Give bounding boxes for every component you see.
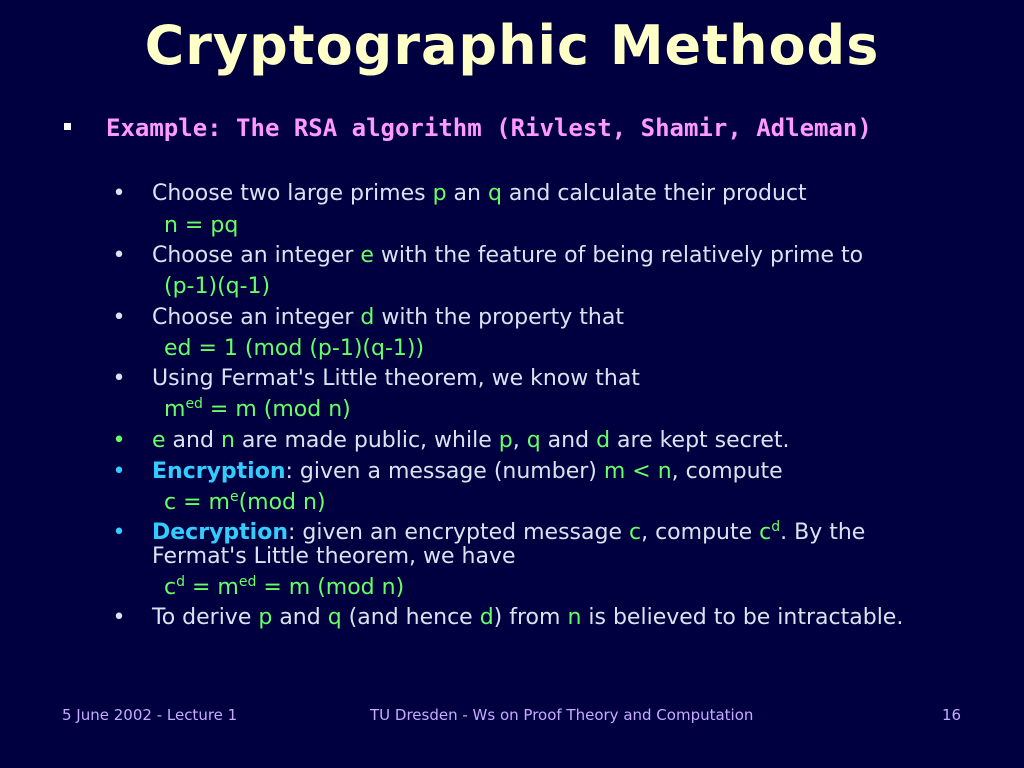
keyword-text: Encryption [152,459,286,484]
text-run: ) from [493,605,568,630]
footer-date: 5 June 2002 - Lecture 1 [62,706,238,724]
heading-text: Example: The RSA algorithm (Rivlest, Shamir, Adleman) [106,114,872,142]
bullet-dot-icon: • [112,366,126,391]
bullet-text [152,459,783,484]
bullet-dot-icon: • [112,428,126,453]
math-variable: n [567,605,582,630]
text-run: Choose two large primes [152,181,433,206]
text-run: (p-1)(q-1) [164,274,271,299]
footer-title: TU Dresden - Ws on Proof Theory and Computation [370,706,754,724]
math-variable: q [526,428,541,453]
formula-line [164,275,270,299]
math-variable: e [360,243,374,268]
formula-line [164,491,326,515]
text-run: and calculate their product [501,181,807,206]
bullet-text [152,520,865,545]
text-run: (and hence [341,605,480,630]
math-variable: d [771,519,781,535]
text-run: , [512,428,527,453]
bullet-dot-icon: • [112,605,126,630]
text-run: ed [238,574,257,590]
bullet-dot-icon: • [112,459,126,484]
keyword-text: Decryption [152,520,288,545]
math-variable: d [479,605,494,630]
text-run: = m [185,575,239,600]
text-run: (mod n) [238,490,326,515]
math-variable: p [432,181,447,206]
bullet-dot-icon: • [112,520,126,545]
bullet-text [152,544,516,569]
text-run: is believed to be intractable. [581,605,904,630]
text-run: e [229,489,239,505]
bullet-text [152,243,863,268]
math-variable: n [220,428,235,453]
text-run: an [446,181,488,206]
text-run: are made public, while [234,428,499,453]
math-variable: c [759,520,772,545]
text-run: m [164,397,186,422]
text-run: ed = 1 (mod (p-1)(q-1)) [164,336,425,361]
text-run: and [272,605,328,630]
bullet-item-8 [112,605,972,630]
bullet-item-3 [112,305,972,330]
text-run: , compute [671,459,783,484]
bullet-item-5 [112,428,972,453]
text-run: c = m [164,490,230,515]
square-bullet-icon [64,123,71,130]
formula-line [164,398,351,422]
text-run: To derive [152,605,259,630]
bullet-dot-icon: • [112,181,126,206]
bullet-text [152,605,903,630]
bullet-dot-icon: • [112,305,126,330]
math-variable: m < n [603,459,672,484]
math-variable: p [258,605,273,630]
text-run: = m (mod n) [256,575,405,600]
text-run: with the property that [374,305,624,330]
bullet-text [152,305,624,330]
bullet-text [152,428,789,453]
bullet-item-6 [112,459,972,484]
bullet-item-2 [112,243,972,268]
text-run: Fermat's Little theorem, we have [152,544,516,569]
text-run: Using Fermat's Little theorem, we know that [152,366,640,391]
bullet-text [152,366,640,391]
text-run: n = pq [164,213,239,238]
footer-page-number: 16 [942,706,962,724]
bullet-item-1 [112,181,972,206]
text-run: . By the [780,520,866,545]
text-run: are kept secret. [610,428,790,453]
formula-line [164,576,404,600]
text-run: with the feature of being relatively prime to [373,243,864,268]
text-run: Choose an integer [152,243,361,268]
text-run: Choose an integer [152,305,361,330]
math-variable: d [360,305,375,330]
text-run: ed [185,396,203,412]
math-variable: e [152,428,166,453]
text-run: : given a message (number) [285,459,604,484]
math-variable: d [596,428,611,453]
formula-line [164,337,424,361]
text-run: d [176,574,185,590]
bullet-dot-icon: • [112,243,126,268]
text-run: = m (mod n) [202,397,351,422]
bullet-item-7-continued [152,545,972,569]
bullet-text [152,181,807,206]
slide-title: Cryptographic Methods [144,14,880,77]
math-variable: c [628,520,642,545]
bullet-item-4 [112,366,972,391]
text-run: : given an encrypted message [288,520,629,545]
text-run: and [165,428,221,453]
text-run: , compute [641,520,760,545]
bullet-item-7 [112,519,972,545]
text-run: c [164,575,177,600]
math-variable: q [327,605,342,630]
math-variable: p [498,428,513,453]
math-variable: q [487,181,502,206]
formula-line [164,214,238,238]
text-run: and [540,428,597,453]
